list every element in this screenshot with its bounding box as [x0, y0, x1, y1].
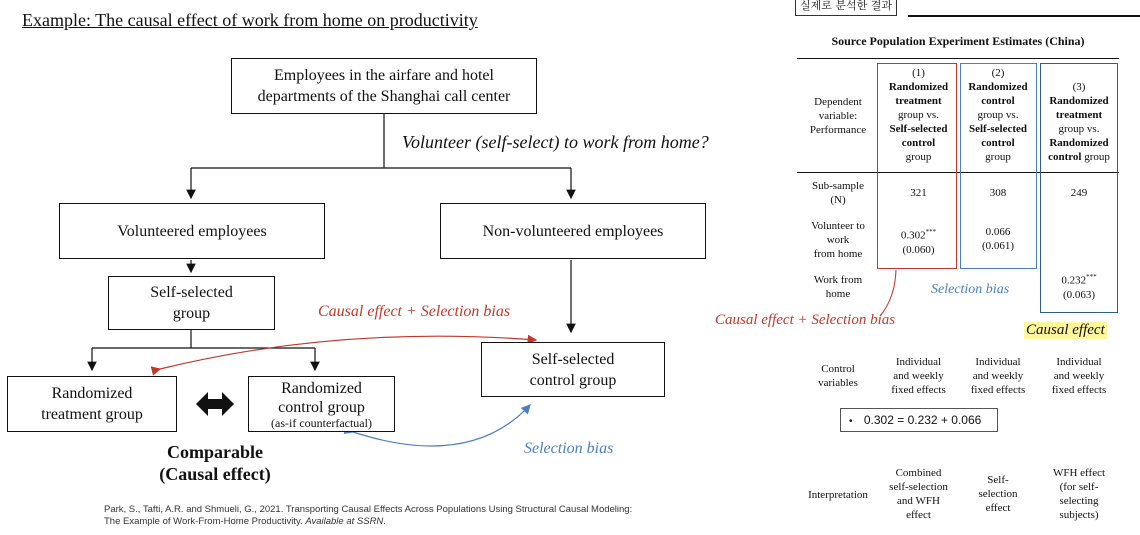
table-title: Source Population Experiment Estimates (China): [831, 34, 1085, 48]
control-line2: control group: [278, 398, 365, 416]
comparable-line2: (Causal effect): [159, 464, 271, 484]
korean-label: 실제로 분석한 결과: [795, 0, 897, 16]
causal-plus-bias-label: Causal effect + Selection bias: [318, 303, 511, 320]
dep-var-label: Dependent variable: Performance: [809, 96, 867, 136]
non-volunteered-label: Non-volunteered employees: [482, 222, 664, 240]
wfh-col3: 0.232*** (0.063): [1061, 273, 1097, 301]
slide-title: Example: The causal effect of work from home on productivity: [22, 10, 478, 30]
volunteered-label: Volunteered employees: [117, 222, 267, 240]
table-causal-plus-bias-label: Causal effect + Selection bias: [715, 312, 896, 328]
control-vars-col2: Individual and weekly fixed effects: [970, 356, 1026, 396]
volunteer-col1: 0.302*** (0.060): [900, 228, 937, 256]
control-vars-col3: Individual and weekly fixed effects: [1051, 356, 1107, 396]
equation-box: • 0.302 = 0.232 + 0.066: [840, 408, 998, 432]
self-selected-line1: Self-selected: [150, 284, 233, 301]
interp-col1: Combined self-selection and WFH effect: [889, 467, 948, 521]
subsample-label: Sub-sample (N): [812, 180, 864, 206]
equation-text: 0.302 = 0.232 + 0.066: [863, 413, 982, 427]
volunteer-label: Volunteer to work from home: [811, 220, 865, 260]
population-line2: departments of the Shanghai call center: [257, 88, 511, 105]
causal-effect-highlight: Causal effect: [1026, 322, 1105, 338]
n-col1: 321: [910, 187, 927, 199]
col2-header: (2) Randomized control group vs. Self-selected control group: [968, 67, 1028, 163]
control-vars-col1: Individual and weekly fixed effects: [891, 356, 946, 396]
n-col3: 249: [1070, 187, 1088, 199]
n-col2: 308: [989, 187, 1007, 199]
comparable-line1: Comparable: [167, 442, 263, 462]
ss-control-line2: control group: [529, 371, 617, 389]
interpretation-label: Interpretation: [808, 489, 868, 501]
reference-line2: The Example of Work-From-Home Productivity. Available at SSRN.: [104, 516, 386, 527]
control-vars-label: Control variables: [818, 363, 858, 389]
reference-line1: Park, S., Tafti, A.R. and Shmueli, G., 2021. Transporting Causal Effects Across Populations Using Structural Causal Modeling:: [104, 504, 633, 515]
control-line3: (as-if counterfactual): [271, 415, 372, 430]
treatment-line1: Randomized: [51, 385, 133, 402]
ss-control-line1: Self-selected: [531, 350, 615, 368]
self-selected-line2: group: [172, 305, 211, 322]
col3-header: (3) Randomized treatment group vs. Randomized control group: [1048, 81, 1110, 163]
selection-bias-label: Selection bias: [524, 440, 614, 457]
interp-col2: Self- selection effect: [978, 474, 1018, 514]
volunteer-col2: 0.066 (0.061): [981, 226, 1015, 252]
red-pointer: [880, 270, 896, 316]
population-line1: Employees in the airfare and hotel: [274, 67, 494, 84]
treatment-line2: treatment group: [41, 406, 143, 423]
control-line1: Randomized: [281, 379, 362, 397]
wfh-label: Work from home: [813, 274, 863, 300]
interp-col3: WFH effect (for self- selecting subjects): [1052, 467, 1106, 521]
table-selection-bias-label: Selection bias: [931, 282, 1010, 297]
question-label: Volunteer (self-select) to work from home?: [402, 132, 709, 152]
col1-header: (1) Randomized treatment group vs. Self-selected control group: [888, 67, 949, 163]
